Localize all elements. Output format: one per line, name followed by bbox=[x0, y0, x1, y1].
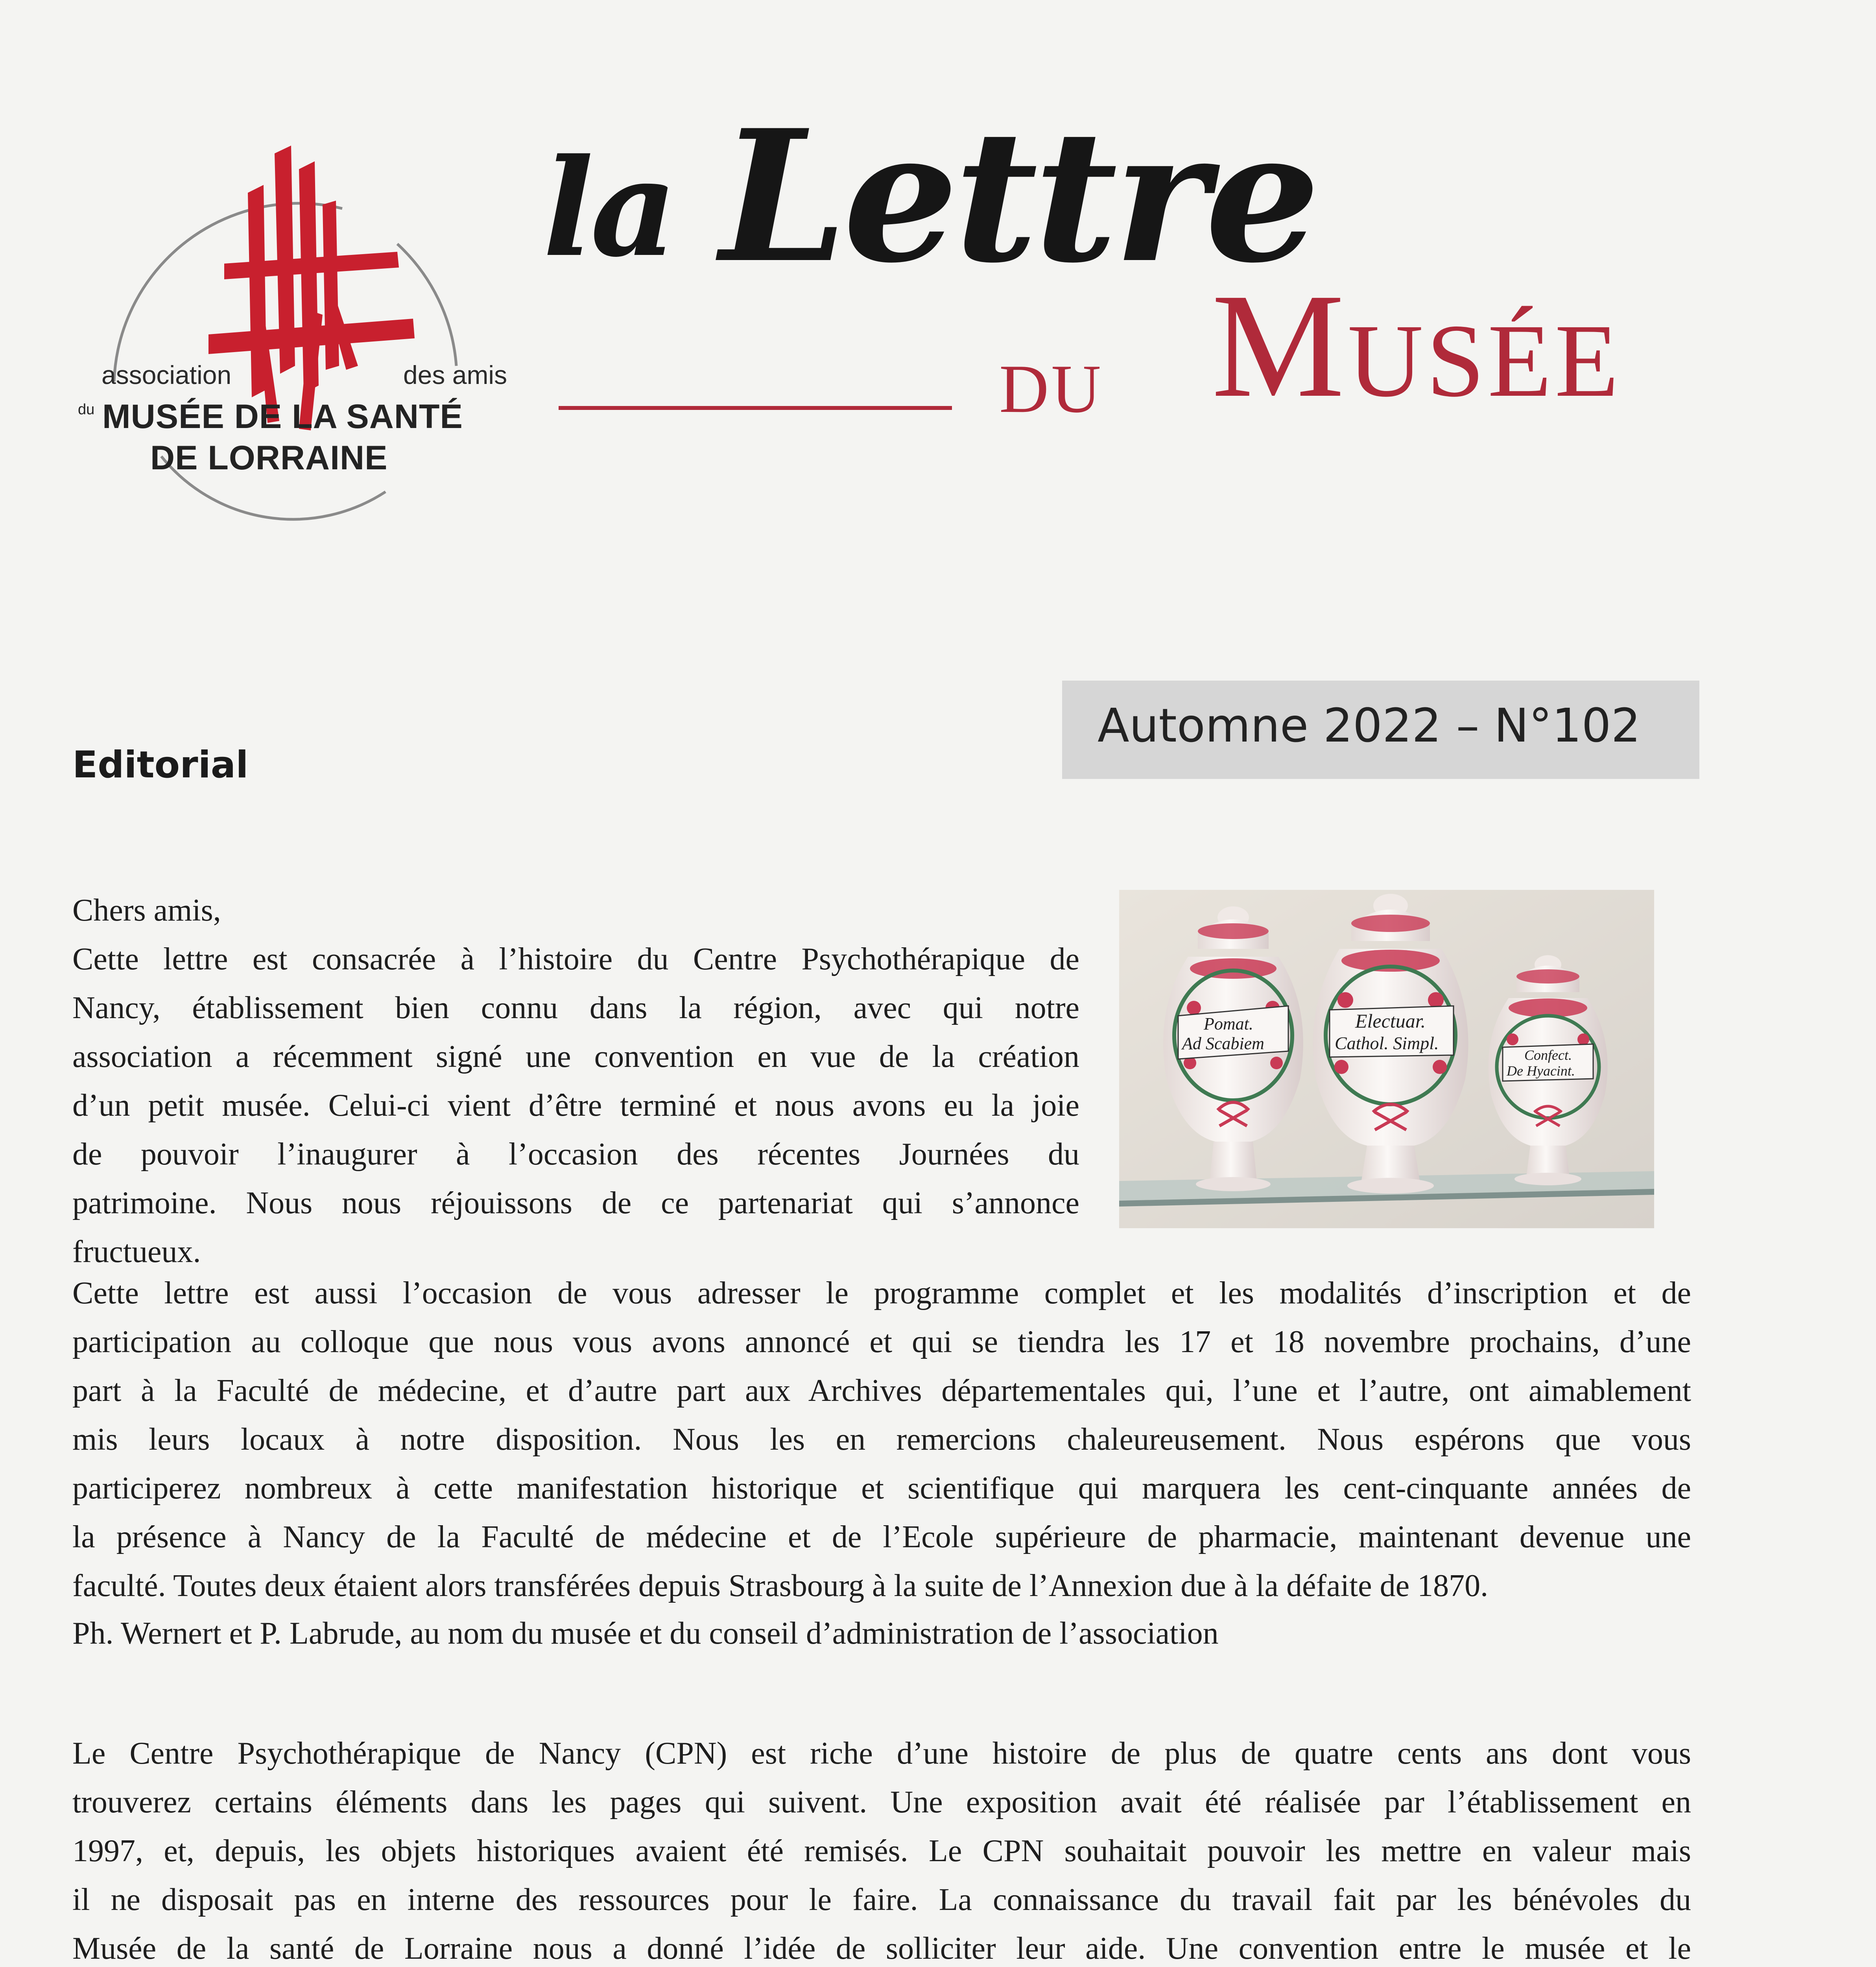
cpn-line: 1997, et, depuis, les objets historiques avaient été remisés. Le CPN souhaitait pouvoir les mettre en valeur mais bbox=[72, 1834, 1691, 1868]
cpn-line: Musée de la santé de Lorraine nous a donné l’idée de solliciter leur aide. Une convention entre le musée et le bbox=[72, 1931, 1691, 1966]
masthead-rule bbox=[559, 406, 952, 410]
signature-authors: Ph. Wernert et P. Labrude, au nom du musée et du conseil d’administration de l’association bbox=[72, 1616, 1219, 1651]
cpn-line: trouverez certains éléments dans les pages qui suivent. Une exposition avait été réalisée par l’établissement en bbox=[72, 1785, 1691, 1819]
intro-line: de pouvoir l’inaugurer à l’occasion des récentes Journées du bbox=[72, 1137, 1079, 1172]
colloque-line: participation au colloque que nous vous avons annoncé et qui se tiendra les 17 et 18 novembre prochains, d’une bbox=[72, 1325, 1691, 1359]
colloque-line: la présence à Nancy de la Faculté de médecine et de l’Ecole supérieure de pharmacie, maintenant devenue une bbox=[72, 1520, 1691, 1554]
cpn-paragraph bbox=[72, 1729, 1691, 1967]
intro-line: d’un petit musée. Celui-ci vient d’être terminé et nous avons eu la joie bbox=[72, 1088, 1079, 1123]
intro-line: association a récemment signé une convention en vue de la création bbox=[72, 1039, 1079, 1074]
jar-center-label-2: Cathol. Simpl. bbox=[1335, 1033, 1439, 1053]
greeting: Chers amis, bbox=[72, 893, 221, 928]
logo-word-du: du bbox=[78, 401, 95, 418]
intro-line: fructueux. bbox=[72, 1234, 201, 1269]
masthead-du bbox=[999, 323, 1103, 436]
colloque-line: participerez nombreux à cette manifestation historique et scientifique qui marquera les cent-cinquante années de bbox=[72, 1471, 1691, 1506]
intro-line: patrimoine. Nous nous réjouissons de ce partenariat qui s’annonce bbox=[72, 1186, 1079, 1220]
masthead-musee-text: Musée bbox=[1212, 263, 1622, 428]
masthead-musee bbox=[1212, 260, 1622, 432]
logo-word-association: association bbox=[101, 360, 232, 389]
intro-line: Cette lettre est consacrée à l’histoire du Centre Psychothérapique de bbox=[72, 942, 1079, 976]
logo-word-des-amis: des amis bbox=[403, 360, 507, 389]
museum-logo bbox=[59, 146, 507, 523]
apothecary-jars-illustration bbox=[1119, 890, 1654, 1228]
cpn-line: il ne disposait pas en interne des ressources pour le faire. La connaissance du travail fait par les bénévoles du bbox=[72, 1882, 1691, 1917]
editorial-heading: Editorial bbox=[72, 744, 249, 786]
jar-right-label-1: Confect. bbox=[1524, 1047, 1572, 1063]
colloque-paragraph bbox=[72, 1269, 1691, 1610]
colloque-line: Cette lettre est aussi l’occasion de vous adresser le programme complet et les modalités d’inscription et de bbox=[72, 1276, 1691, 1310]
logo-line-musee-de-la-sante: MUSÉE DE LA SANTÉ bbox=[102, 398, 463, 435]
colloque-line: mis leurs locaux à notre disposition. Nous les en remercions chaleureusement. Nous espérons que vous bbox=[72, 1422, 1691, 1457]
jar-left-label-2: Ad Scabiem bbox=[1182, 1034, 1264, 1053]
masthead-lettre: Lettre bbox=[720, 90, 1317, 303]
colloque-line: part à la Faculté de médecine, et d’autre part aux Archives départementales qui, l’une et l’autre, ont aimablement bbox=[72, 1373, 1691, 1408]
masthead-du-text: du bbox=[999, 325, 1103, 434]
logo-line-de-lorraine: DE LORRAINE bbox=[150, 439, 388, 477]
intro-paragraph bbox=[72, 886, 1079, 1276]
jar-center-label-1: Electuar. bbox=[1355, 1010, 1426, 1032]
colloque-line: faculté. Toutes deux étaient alors transférées depuis Strasbourg à la suite de l’Annexion due à la défaite de 1870. bbox=[72, 1568, 1489, 1603]
intro-line: Nancy, établissement bien connu dans la région, avec qui notre bbox=[72, 991, 1079, 1025]
masthead-la: la bbox=[543, 130, 674, 287]
cpn-line: Le Centre Psychothérapique de Nancy (CPN) est riche d’une histoire de plus de quatre cents ans dont vous bbox=[72, 1736, 1691, 1771]
issue-label: Automne 2022 – N°102 bbox=[1098, 698, 1641, 753]
apothecary-jars-photo bbox=[1119, 890, 1654, 1228]
jar-left-label-1: Pomat. bbox=[1204, 1014, 1253, 1033]
jar-right-label-2: De Hyacint. bbox=[1507, 1063, 1575, 1079]
